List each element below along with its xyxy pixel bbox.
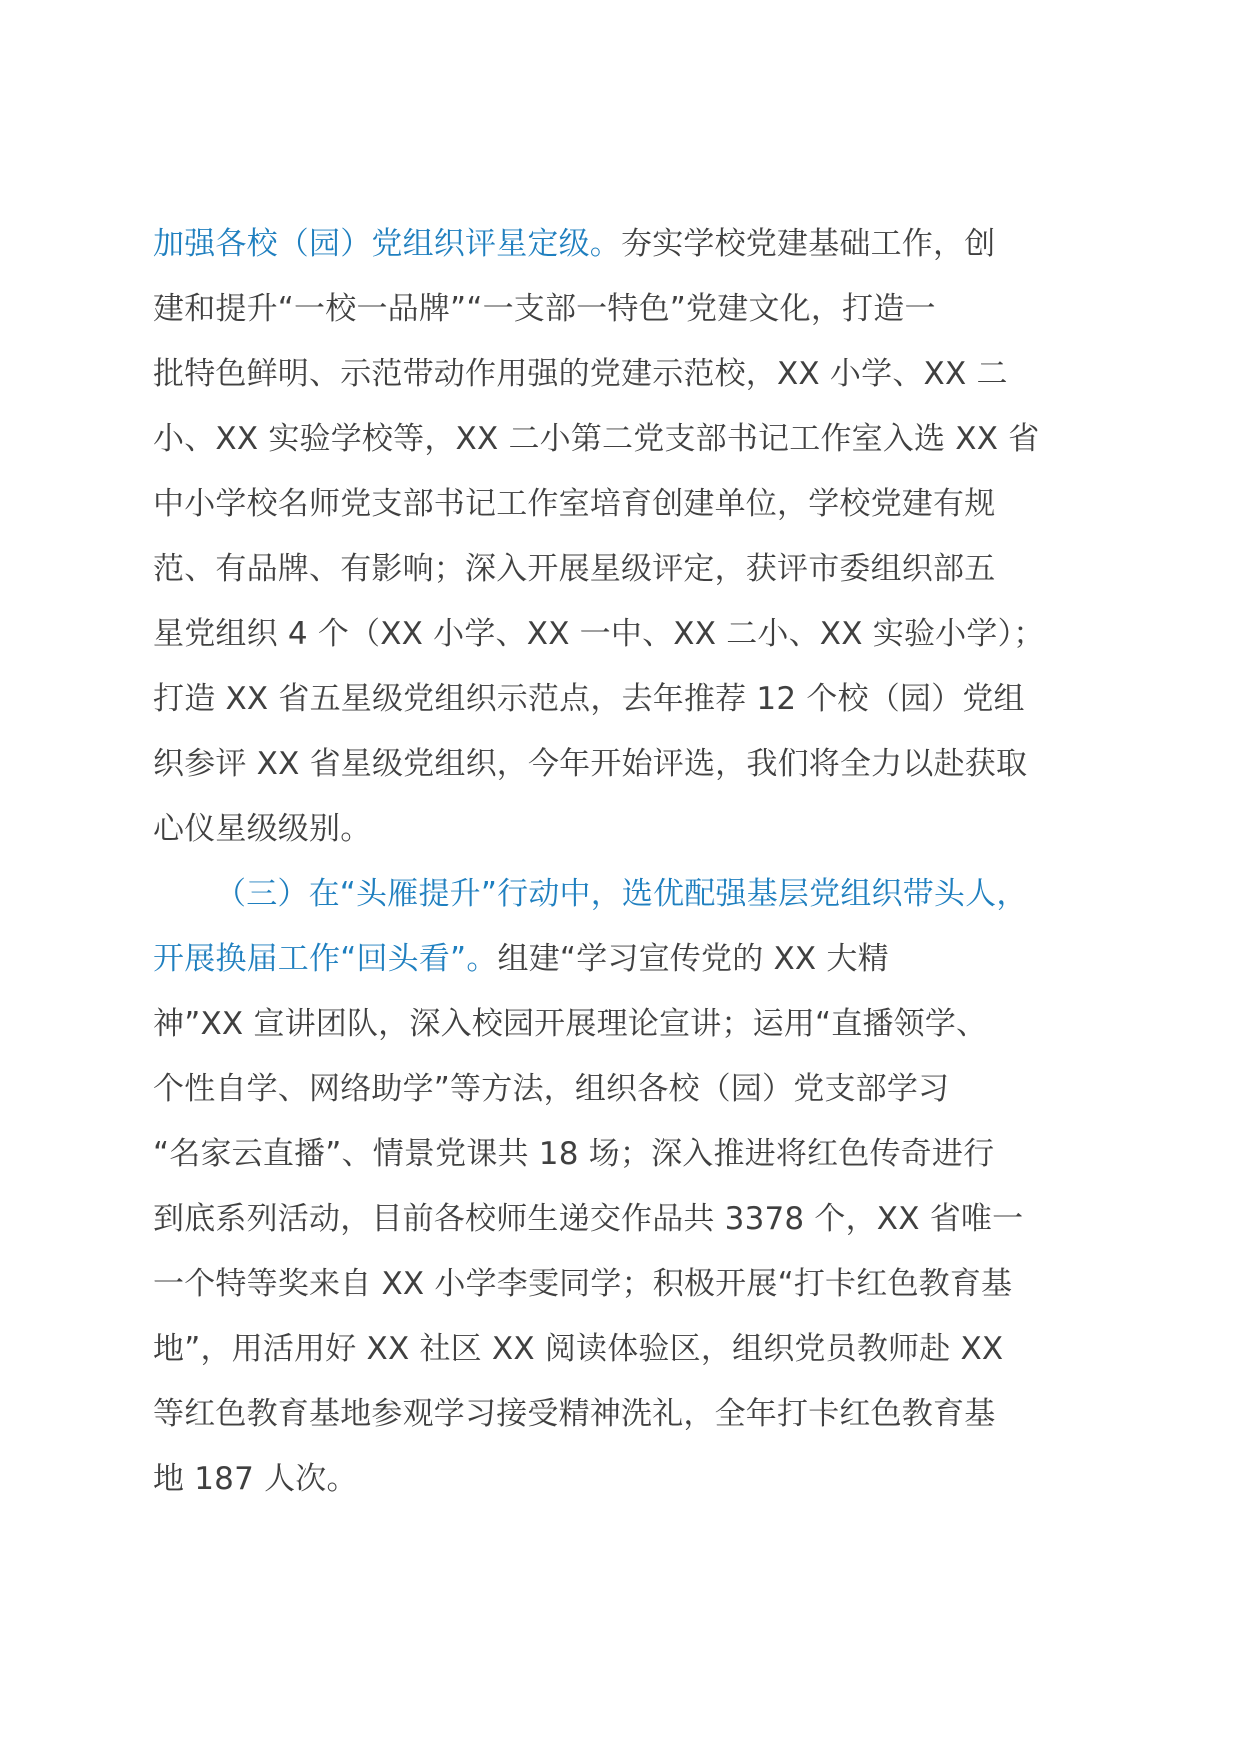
body-text: 打造 XX 省五星级党组织示范点，去年推荐 12 个校（园）党组 <box>153 681 1025 717</box>
body-text: 小、XX 实验学校等，XX 二小第二党支部书记工作室入选 XX 省 <box>153 421 1040 457</box>
highlighted-heading: 开展换届工作“回头看”。 <box>153 941 498 977</box>
text-line <box>153 472 1113 537</box>
body-text: 地”，用活用好 XX 社区 XX 阅读体验区，组织党员教师赴 XX <box>153 1331 1004 1367</box>
text-line <box>153 1252 1113 1317</box>
text-line <box>153 797 1113 862</box>
text-line <box>153 667 1113 732</box>
body-text: 建和提升“一校一品牌”“一支部一特色”党建文化，打造一 <box>153 291 936 327</box>
body-text: 范、有品牌、有影响；深入开展星级评定，获评市委组织部五 <box>153 551 996 587</box>
body-text: 到底系列活动，目前各校师生递交作品共 3378 个，XX 省唯一 <box>153 1201 1024 1237</box>
body-text: 一个特等奖来自 XX 小学李雯同学；积极开展“打卡红色教育基 <box>153 1266 1013 1302</box>
text-line <box>153 342 1113 407</box>
body-text: 心仪星级级别。 <box>153 811 372 847</box>
body-text: 织参评 XX 省星级党组织，今年开始评选，我们将全力以赴获取 <box>153 746 1028 782</box>
text-line <box>153 602 1113 667</box>
text-line <box>153 927 1113 992</box>
highlighted-heading: （三）在“头雁提升”行动中，选优配强基层党组织带头人， <box>215 876 1028 912</box>
document-body <box>153 212 1113 1512</box>
text-line <box>153 277 1113 342</box>
body-text: 夯实学校党建基础工作，创 <box>621 226 996 262</box>
text-line <box>153 1057 1113 1122</box>
body-text: “名家云直播”、情景党课共 18 场；深入推进将红色传奇进行 <box>153 1136 995 1172</box>
body-text: 地 187 人次。 <box>153 1461 358 1497</box>
text-line <box>153 1382 1113 1447</box>
body-text: 等红色教育基地参观学习接受精神洗礼，全年打卡红色教育基 <box>153 1396 996 1432</box>
highlighted-heading: 加强各校（园）党组织评星定级。 <box>153 226 621 262</box>
text-line <box>153 537 1113 602</box>
text-line <box>153 1317 1113 1382</box>
text-line <box>153 732 1113 797</box>
text-line <box>153 1447 1113 1512</box>
body-text: 星党组织 4 个（XX 小学、XX 一中、XX 二小、XX 实验小学）； <box>153 616 1045 652</box>
body-text: 批特色鲜明、示范带动作用强的党建示范校，XX 小学、XX 二 <box>153 356 1008 392</box>
text-line <box>153 407 1113 472</box>
body-text: 组建“学习宣传党的 XX 大精 <box>497 941 889 977</box>
text-line <box>153 212 1113 277</box>
body-text: 中小学校名师党支部书记工作室培育创建单位，学校党建有规 <box>153 486 996 522</box>
text-line <box>153 1122 1113 1187</box>
body-text: 神”XX 宣讲团队，深入校园开展理论宣讲；运用“直播领学、 <box>153 1006 988 1042</box>
text-line <box>153 992 1113 1057</box>
body-text: 个性自学、网络助学”等方法，组织各校（园）党支部学习 <box>153 1071 950 1107</box>
text-line <box>153 1187 1113 1252</box>
section-heading-line <box>153 862 1113 927</box>
